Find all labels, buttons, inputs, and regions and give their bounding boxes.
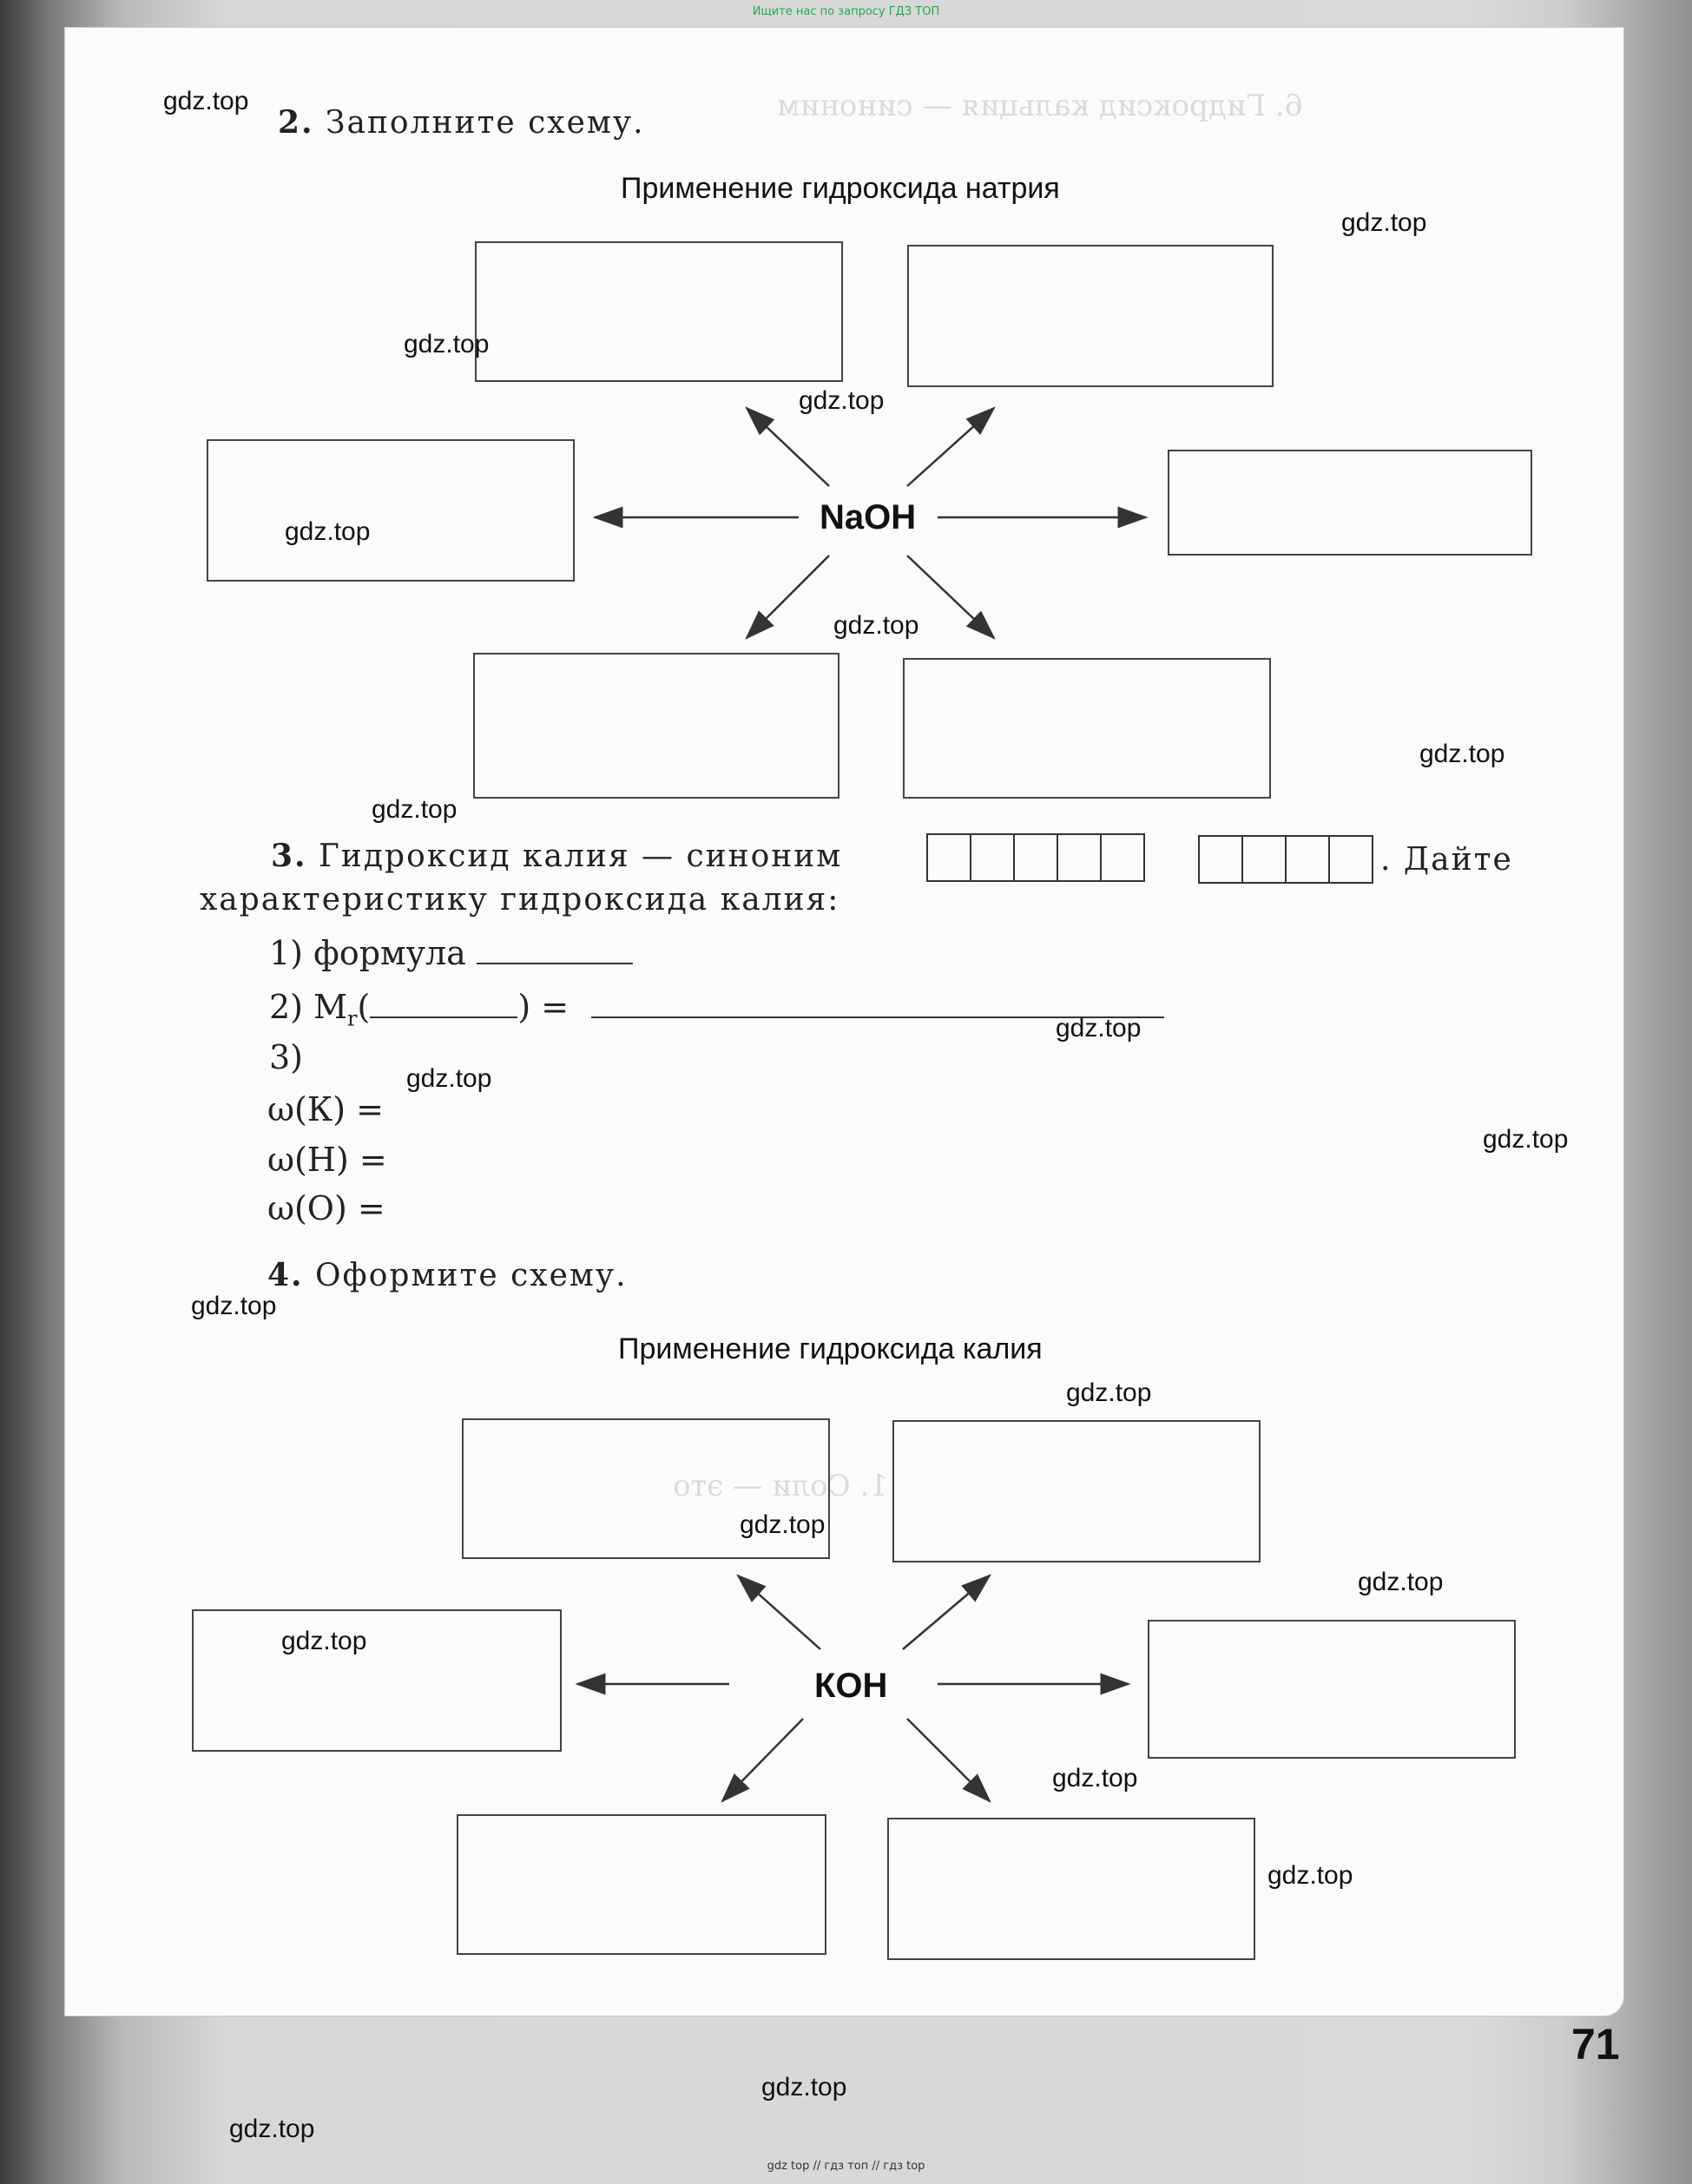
watermark: gdz.top (799, 386, 885, 415)
watermark: gdz.top (1358, 1568, 1444, 1596)
bottom-note: gdz top // гдз топ // гдз top (767, 2160, 925, 2173)
bleed-through-text: 6. Гидроксид кальция — синоним (777, 89, 1304, 123)
paren-close: ) = (517, 988, 569, 1026)
naoh-scheme-title: Применение гидроксида натрия (621, 172, 1060, 205)
arrow (907, 1719, 990, 1801)
naoh-center-label: NaOH (820, 498, 917, 536)
watermark: gdz.top (1483, 1125, 1569, 1154)
arrow (738, 1576, 820, 1649)
koh-scheme-title: Применение гидроксида калия (618, 1332, 1043, 1365)
watermark: gdz.top (163, 87, 249, 115)
paren-open: ( (357, 988, 371, 1026)
koh-center-label: КОН (814, 1667, 888, 1705)
arrow (747, 556, 829, 638)
task3-heading: 3. Гидроксид калия — синоним (271, 838, 843, 874)
watermark: gdz.top (1419, 740, 1505, 768)
task3-heading-end: . Дайте (1380, 842, 1513, 878)
molar-mass-sub: r (347, 1006, 358, 1031)
bleed-through-text: 1. Соли — это (673, 1469, 888, 1503)
watermark: gdz.top (285, 517, 371, 546)
arrow (907, 408, 994, 486)
item3-label: 3) (269, 1038, 304, 1076)
top-note: Ищите нас по запросу ГДЗ ТОП (752, 5, 940, 18)
watermark: gdz.top (406, 1064, 492, 1093)
watermark: gdz.top (229, 2115, 315, 2143)
watermark: gdz.top (833, 611, 919, 640)
omega-k: ω(К) = (267, 1090, 384, 1128)
watermark: gdz.top (1052, 1764, 1138, 1793)
watermark: gdz.top (740, 1510, 826, 1539)
molar-mass-label: 2) M (269, 988, 347, 1026)
watermark: gdz.top (1267, 1861, 1353, 1890)
arrow (722, 1719, 803, 1801)
watermark: gdz.top (191, 1292, 277, 1320)
task2-heading: 2. Заполните схему. (278, 104, 645, 141)
watermark: gdz.top (404, 330, 490, 359)
watermark: gdz.top (372, 795, 458, 824)
formula-label: 1) формула (269, 934, 466, 972)
task3-heading-line2: характеристику гидроксида калия: (200, 882, 840, 918)
omega-h: ω(Н) = (267, 1141, 387, 1179)
watermark: gdz.top (1066, 1378, 1152, 1407)
watermark: gdz.top (281, 1627, 367, 1655)
watermark: gdz.top (1056, 1014, 1142, 1043)
task4-heading: 4. Оформите схему. (267, 1257, 628, 1293)
watermark: gdz.top (761, 2073, 847, 2102)
watermark: gdz.top (1341, 208, 1427, 237)
arrow (903, 1576, 990, 1649)
arrow (907, 556, 994, 638)
arrow (747, 408, 829, 486)
page-number: 71 (1571, 2020, 1620, 2069)
omega-o: ω(О) = (267, 1189, 385, 1227)
